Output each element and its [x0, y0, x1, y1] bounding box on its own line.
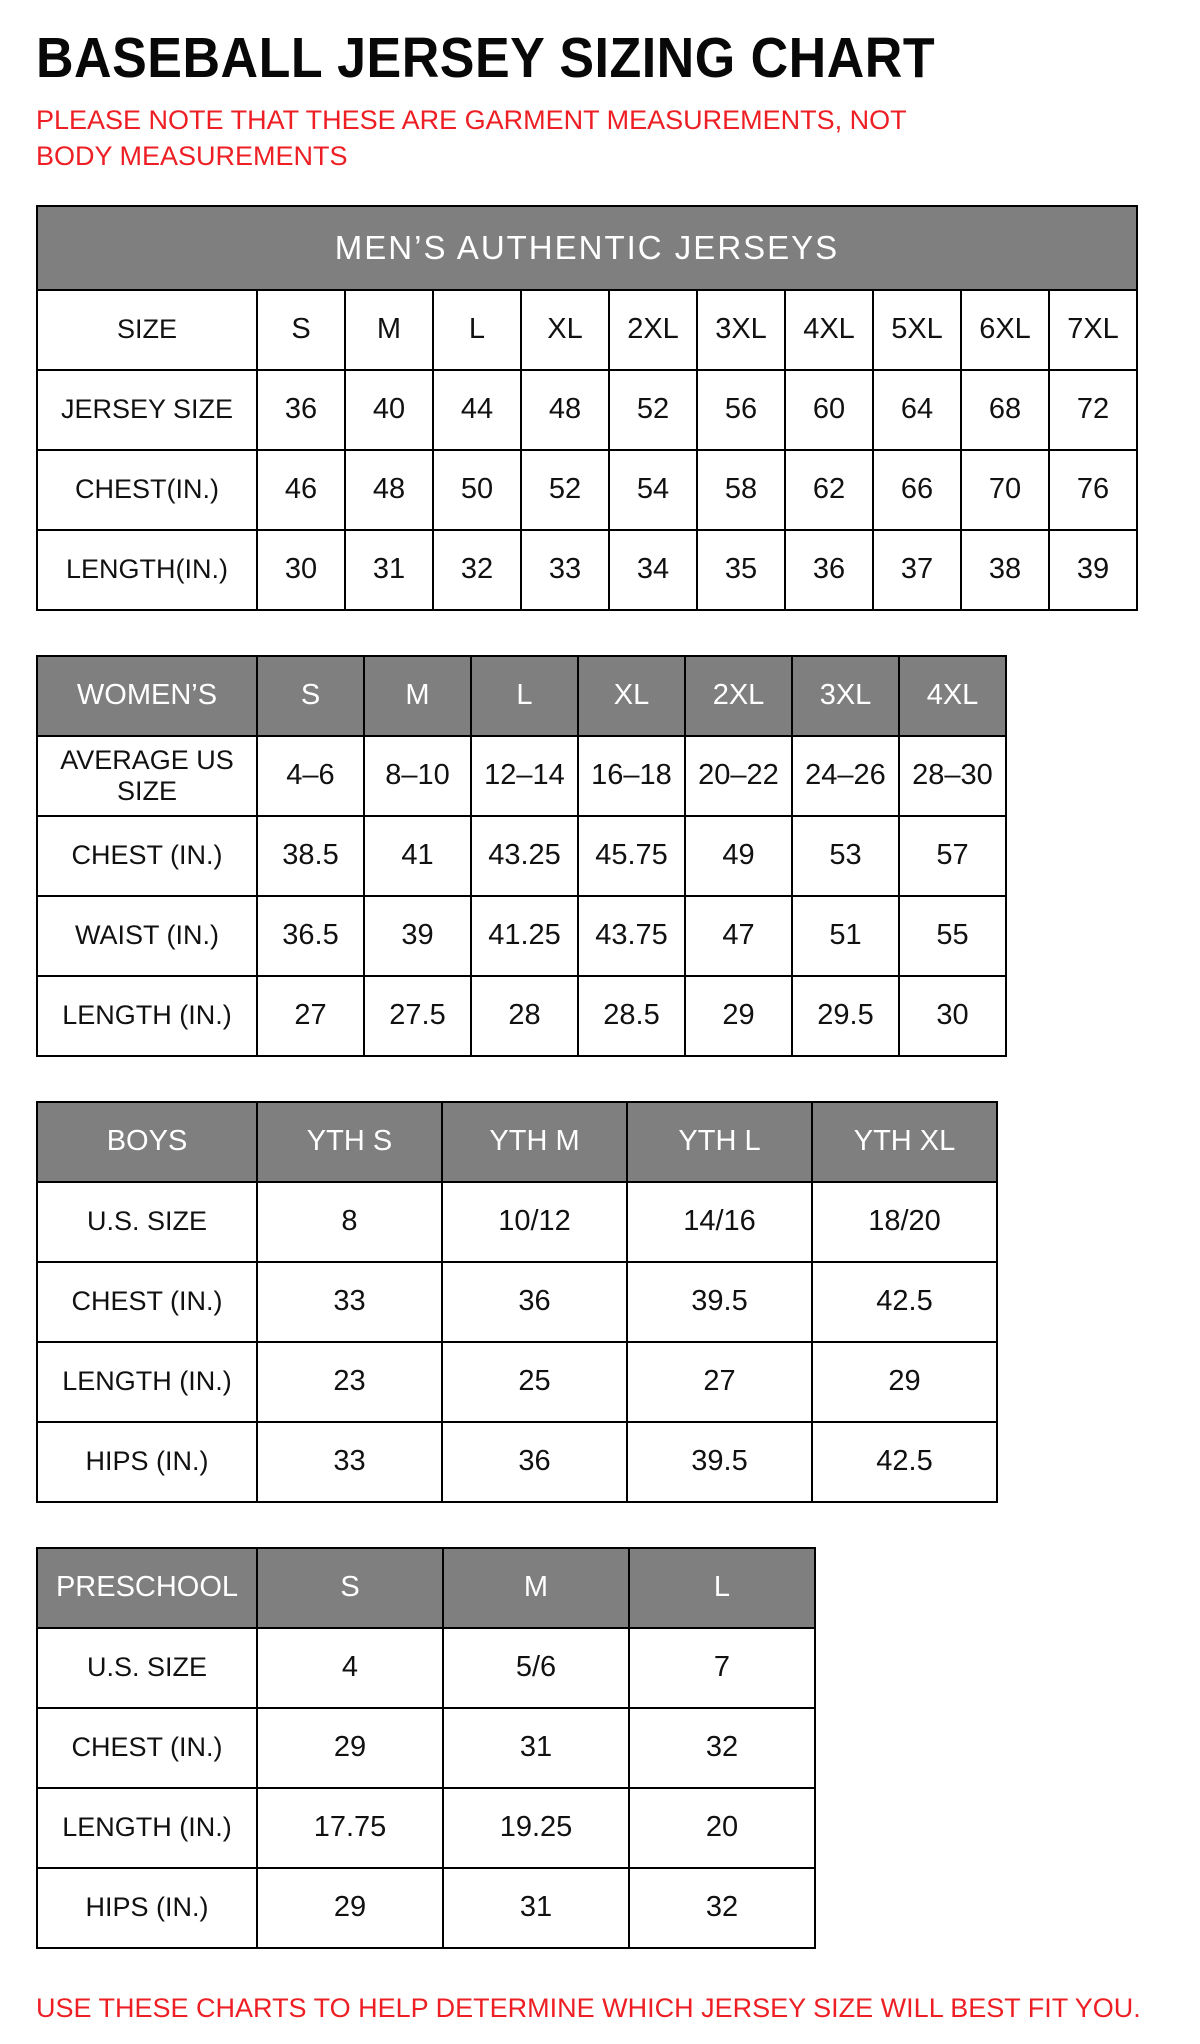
row-label-cell: CHEST (IN.) — [37, 1708, 257, 1788]
table-row — [37, 1102, 997, 1182]
data-cell: 17.75 — [257, 1788, 443, 1868]
data-cell: 51 — [792, 896, 899, 976]
data-cell: 4XL — [785, 290, 873, 370]
data-cell: 42.5 — [812, 1422, 997, 1502]
row-label-cell: HIPS (IN.) — [37, 1422, 257, 1502]
data-cell: 39 — [1049, 530, 1137, 610]
data-cell: 8–10 — [364, 736, 471, 816]
data-cell: 28.5 — [578, 976, 685, 1056]
row-label-cell: CHEST(IN.) — [37, 450, 257, 530]
data-cell: 31 — [443, 1868, 629, 1948]
data-cell: 29 — [257, 1868, 443, 1948]
data-cell: XL — [521, 290, 609, 370]
column-header-cell: S — [257, 656, 364, 736]
column-header-cell: YTH S — [257, 1102, 442, 1182]
data-cell: 54 — [609, 450, 697, 530]
table-womens — [36, 655, 1007, 1057]
data-cell: 29 — [685, 976, 792, 1056]
data-cell: 37 — [873, 530, 961, 610]
table-row — [37, 530, 1137, 610]
data-cell: 36 — [442, 1422, 627, 1502]
column-header-cell: L — [471, 656, 578, 736]
data-cell: 49 — [685, 816, 792, 896]
data-cell: 62 — [785, 450, 873, 530]
data-cell: 52 — [609, 370, 697, 450]
column-header-cell: BOYS — [37, 1102, 257, 1182]
data-cell: 8 — [257, 1182, 442, 1262]
data-cell: 2XL — [609, 290, 697, 370]
data-cell: 32 — [629, 1868, 815, 1948]
data-cell: 5XL — [873, 290, 961, 370]
data-cell: 4 — [257, 1628, 443, 1708]
data-cell: 44 — [433, 370, 521, 450]
table-row — [37, 1422, 997, 1502]
table-mens — [36, 205, 1138, 611]
data-cell: 76 — [1049, 450, 1137, 530]
data-cell: 30 — [899, 976, 1006, 1056]
data-cell: 48 — [345, 450, 433, 530]
data-cell: 58 — [697, 450, 785, 530]
data-cell: 14/16 — [627, 1182, 812, 1262]
data-cell: 4–6 — [257, 736, 364, 816]
data-cell: 55 — [899, 896, 1006, 976]
data-cell: 6XL — [961, 290, 1049, 370]
data-cell: 48 — [521, 370, 609, 450]
data-cell: 68 — [961, 370, 1049, 450]
table-row — [37, 1262, 997, 1342]
measurement-note: PLEASE NOTE THAT THESE ARE GARMENT MEASUREMENTS, NOT BODY MEASUREMENTS — [36, 105, 907, 172]
data-cell: 33 — [257, 1262, 442, 1342]
data-cell: 57 — [899, 816, 1006, 896]
data-cell: 66 — [873, 450, 961, 530]
table-row — [37, 1708, 815, 1788]
data-cell: 24–26 — [792, 736, 899, 816]
data-cell: 28 — [471, 976, 578, 1056]
table-row — [37, 1788, 815, 1868]
data-cell: S — [257, 290, 345, 370]
data-cell: 28–30 — [899, 736, 1006, 816]
row-label-cell: LENGTH (IN.) — [37, 1342, 257, 1422]
data-cell: 39.5 — [627, 1422, 812, 1502]
data-cell: 64 — [873, 370, 961, 450]
data-cell: L — [433, 290, 521, 370]
column-header-cell: 4XL — [899, 656, 1006, 736]
data-cell: 35 — [697, 530, 785, 610]
table-row — [37, 1182, 997, 1262]
data-cell: 60 — [785, 370, 873, 450]
row-label-cell: LENGTH (IN.) — [37, 1788, 257, 1868]
column-header-cell: PRESCHOOL — [37, 1548, 257, 1628]
data-cell: 46 — [257, 450, 345, 530]
data-cell: 52 — [521, 450, 609, 530]
data-cell: 31 — [345, 530, 433, 610]
row-label-cell: HIPS (IN.) — [37, 1868, 257, 1948]
column-header-cell: XL — [578, 656, 685, 736]
data-cell: M — [345, 290, 433, 370]
table-row — [37, 206, 1137, 290]
data-cell: 12–14 — [471, 736, 578, 816]
data-cell: 72 — [1049, 370, 1137, 450]
data-cell: 70 — [961, 450, 1049, 530]
data-cell: 40 — [345, 370, 433, 450]
table-row — [37, 736, 1006, 816]
data-cell: 7XL — [1049, 290, 1137, 370]
row-label-cell: JERSEY SIZE — [37, 370, 257, 450]
data-cell: 7 — [629, 1628, 815, 1708]
table-boys — [36, 1101, 998, 1503]
data-cell: 29.5 — [792, 976, 899, 1056]
data-cell: 39.5 — [627, 1262, 812, 1342]
data-cell: 27.5 — [364, 976, 471, 1056]
data-cell: 19.25 — [443, 1788, 629, 1868]
data-cell: 50 — [433, 450, 521, 530]
data-cell: 41 — [364, 816, 471, 896]
data-cell: 42.5 — [812, 1262, 997, 1342]
column-header-cell: YTH L — [627, 1102, 812, 1182]
data-cell: 18/20 — [812, 1182, 997, 1262]
table-row — [37, 290, 1137, 370]
column-header-cell: YTH XL — [812, 1102, 997, 1182]
data-cell: 10/12 — [442, 1182, 627, 1262]
data-cell: 29 — [812, 1342, 997, 1422]
data-cell: 36 — [442, 1262, 627, 1342]
row-label-cell: LENGTH (IN.) — [37, 976, 257, 1056]
data-cell: 5/6 — [443, 1628, 629, 1708]
data-cell: 30 — [257, 530, 345, 610]
table-row — [37, 656, 1006, 736]
data-cell: 38 — [961, 530, 1049, 610]
row-label-cell: SIZE — [37, 290, 257, 370]
data-cell: 56 — [697, 370, 785, 450]
data-cell: 43.75 — [578, 896, 685, 976]
data-cell: 27 — [627, 1342, 812, 1422]
column-header-cell: M — [364, 656, 471, 736]
column-header-cell: YTH M — [442, 1102, 627, 1182]
row-label-cell: CHEST (IN.) — [37, 1262, 257, 1342]
data-cell: 36 — [785, 530, 873, 610]
table-row — [37, 1868, 815, 1948]
table-row — [37, 1342, 997, 1422]
column-header-cell: S — [257, 1548, 443, 1628]
footer-note: USE THESE CHARTS TO HELP DETERMINE WHICH JERSEY SIZE WILL BEST FIT YOU. — [36, 1992, 1141, 2023]
table-row — [37, 816, 1006, 896]
data-cell: 33 — [257, 1422, 442, 1502]
row-label-cell: AVERAGE US SIZE — [37, 736, 257, 816]
table-row — [37, 976, 1006, 1056]
column-header-cell: L — [629, 1548, 815, 1628]
row-label-cell: U.S. SIZE — [37, 1182, 257, 1262]
data-cell: 3XL — [697, 290, 785, 370]
data-cell: 39 — [364, 896, 471, 976]
column-header-cell: WOMEN’S — [37, 656, 257, 736]
data-cell: 25 — [442, 1342, 627, 1422]
data-cell: 32 — [433, 530, 521, 610]
data-cell: 29 — [257, 1708, 443, 1788]
table-preschool — [36, 1547, 816, 1949]
column-header-cell: M — [443, 1548, 629, 1628]
data-cell: 38.5 — [257, 816, 364, 896]
row-label-cell: LENGTH(IN.) — [37, 530, 257, 610]
data-cell: 33 — [521, 530, 609, 610]
merged-header-cell: MEN’S AUTHENTIC JERSEYS — [37, 206, 1137, 290]
data-cell: 31 — [443, 1708, 629, 1788]
table-row — [37, 896, 1006, 976]
row-label-cell: WAIST (IN.) — [37, 896, 257, 976]
data-cell: 43.25 — [471, 816, 578, 896]
table-row — [37, 370, 1137, 450]
data-cell: 47 — [685, 896, 792, 976]
data-cell: 20 — [629, 1788, 815, 1868]
data-cell: 36 — [257, 370, 345, 450]
data-cell: 23 — [257, 1342, 442, 1422]
table-row — [37, 1548, 815, 1628]
table-row — [37, 1628, 815, 1708]
row-label-cell: CHEST (IN.) — [37, 816, 257, 896]
column-header-cell: 2XL — [685, 656, 792, 736]
row-label-cell: U.S. SIZE — [37, 1628, 257, 1708]
data-cell: 36.5 — [257, 896, 364, 976]
data-cell: 20–22 — [685, 736, 792, 816]
data-cell: 41.25 — [471, 896, 578, 976]
data-cell: 27 — [257, 976, 364, 1056]
data-cell: 53 — [792, 816, 899, 896]
data-cell: 32 — [629, 1708, 815, 1788]
page-title: BASEBALL JERSEY SIZING CHART — [36, 27, 936, 90]
data-cell: 34 — [609, 530, 697, 610]
table-row — [37, 450, 1137, 530]
column-header-cell: 3XL — [792, 656, 899, 736]
data-cell: 16–18 — [578, 736, 685, 816]
data-cell: 45.75 — [578, 816, 685, 896]
